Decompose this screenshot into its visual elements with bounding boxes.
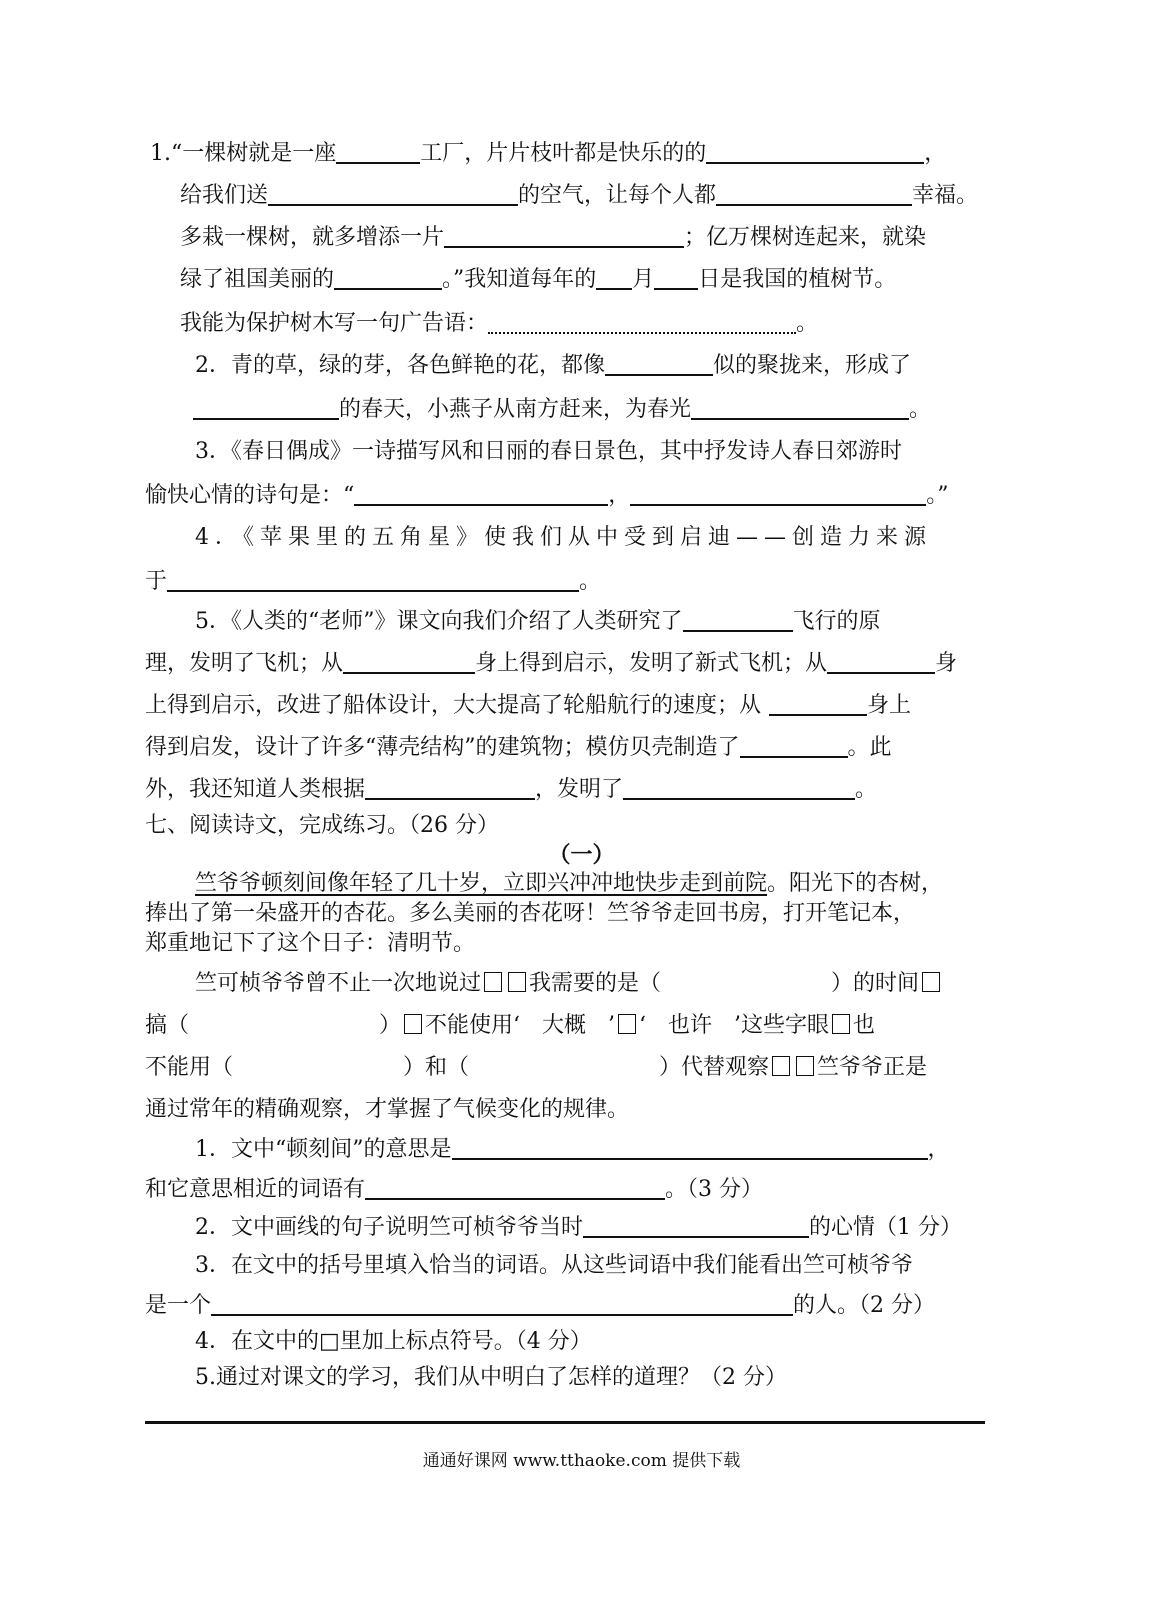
blank[interactable] [605, 352, 713, 376]
passage-line-6: 不能用（ ）和（ ）代替观察 竺爷爷正是 [145, 1055, 928, 1080]
passage-line-1: 竺爷爷顿刻间像年轻了几十岁，立即兴冲冲地快步走到前院。阳光下的杏树， [195, 871, 944, 896]
punctuation-box[interactable] [772, 1056, 790, 1076]
blank[interactable] [716, 182, 912, 206]
punctuation-box[interactable] [796, 1056, 814, 1076]
blank[interactable] [336, 140, 420, 164]
blank[interactable] [268, 182, 518, 206]
q5-line-5: 外，我还知道人类根据 ，发明了 。 [145, 777, 878, 802]
q2-line-2: 的春天，小燕子从南方赶来，为春光 。 [193, 394, 931, 426]
q2-line-1: 2．青的草，绿的芽，各色鲜艳的花，都像 似的聚拢来，形成了 [195, 353, 912, 378]
punctuation-box[interactable] [404, 1014, 422, 1034]
q5-line-2: 理，发明了飞机；从 身上得到启示，发明了新式飞机；从 身 [145, 651, 958, 676]
blank[interactable] [334, 266, 442, 290]
q1-line-5: 我能为保护树木写一句广告语： 。 [180, 311, 819, 336]
punctuation-box[interactable] [618, 1014, 636, 1034]
blank[interactable] [365, 776, 535, 800]
poem-blank-1[interactable] [354, 482, 608, 506]
blank[interactable] [740, 734, 848, 758]
passage-line-3: 郑重地记下了这个日子：清明节。 [145, 931, 476, 956]
passage-line-7: 通过常年的精确观察，才掌握了气候变化的规律。 [145, 1097, 630, 1122]
passage-line-5: 搞（ ） 不能使用‘ 大概 ’ ‘ 也许 ’这些字眼 也 [145, 1013, 876, 1038]
punctuation-box[interactable] [922, 972, 940, 992]
r-q3-line-1: 3．在文中的括号里填入恰当的词语。从这些词语中我们能看出竺可桢爷爷 [195, 1253, 913, 1278]
q3-line-2: 愉快心情的诗句是：“ ， 。” [145, 483, 949, 508]
q1-line-2: 给我们送 的空气，让每个人都 幸福。 [180, 183, 979, 208]
blank[interactable] [706, 140, 924, 164]
footer-divider [145, 1421, 985, 1424]
blank-day[interactable] [654, 266, 698, 290]
poem-blank-2[interactable] [630, 482, 926, 506]
blank[interactable] [211, 1292, 793, 1316]
footer-text: 通通好课网 www.tthaoke.com 提供下载 [422, 1451, 741, 1471]
q4-line-2: 于 。 [145, 569, 602, 594]
underlined-sentence: 竺爷爷顿刻间像年轻了几十岁，立即兴冲冲地快步走到前院 [195, 871, 768, 896]
q5-line-1: 5．《人类的“老师”》课文向我们介绍了人类研究了 飞行的原 [195, 609, 881, 634]
r-q3-line-2: 是一个 的人。（2 分） [145, 1293, 936, 1318]
blank[interactable] [193, 396, 339, 420]
blank[interactable] [583, 1214, 809, 1238]
blank[interactable] [167, 568, 579, 592]
r-q5: 5.通过对课文的学习，我们从中明白了怎样的道理？（2 分） [195, 1365, 787, 1390]
q1-line-4: 绿了祖国美丽的 。”我知道每年的 月 日是我国的植树节。 [180, 267, 897, 292]
blank[interactable] [769, 692, 867, 716]
punctuation-box[interactable] [484, 972, 502, 992]
r-q4: 4．在文中的□里加上标点符号。（4 分） [195, 1329, 592, 1354]
blank[interactable] [444, 224, 684, 248]
q1-line-1: 1.“一棵树就是一座 工厂，片片枝叶都是快乐的的 ， [150, 141, 947, 166]
r-q1-line-1: 1．文中“顿刻间”的意思是 ， [195, 1137, 950, 1162]
blank-month[interactable] [596, 266, 632, 290]
blank[interactable] [683, 608, 793, 632]
blank[interactable] [623, 776, 855, 800]
passage-line-2: 捧出了第一朵盛开的杏花。多么美丽的杏花呀！竺爷爷走回书房，打开笔记本， [145, 901, 916, 926]
q1-line-3: 多栽一棵树，就多增添一片 ；亿万棵树连起来，就染 [180, 225, 927, 250]
q5-line-4: 得到启发，设计了许多“薄壳结构”的建筑物；模仿贝壳制造了 。此 [145, 735, 892, 760]
blank[interactable] [343, 650, 475, 674]
blank[interactable] [691, 396, 909, 420]
r-q1-line-2: 和它意思相近的词语有 。（3 分） [145, 1177, 764, 1202]
passage-line-4: 竺可桢爷爷曾不止一次地说过 我需要的是（ ）的时间 [195, 968, 943, 1000]
blank[interactable] [452, 1136, 928, 1160]
blank[interactable] [365, 1176, 665, 1200]
q3-line-1: 3．《春日偶成》一诗描写风和日丽的春日景色，其中抒发诗人春日郊游时 [195, 439, 902, 464]
punctuation-box[interactable] [832, 1014, 850, 1034]
section-7-heading: 七、阅读诗文，完成练习。（26 分） [145, 813, 499, 838]
blank[interactable] [827, 650, 935, 674]
r-q2: 2．文中画线的句子说明竺可桢爷爷当时 的心情（1 分） [195, 1215, 962, 1240]
q4-line-1: 4．《苹果里的五角星》使我们从中受到启迪——创造力来源 [195, 525, 932, 550]
slogan-blank[interactable] [488, 310, 796, 334]
passage-subheading: （一） [548, 842, 615, 868]
punctuation-box[interactable] [508, 972, 526, 992]
q5-line-3: 上得到启示，改进了船体设计，大大提高了轮船航行的速度；从 身上 [145, 693, 912, 718]
